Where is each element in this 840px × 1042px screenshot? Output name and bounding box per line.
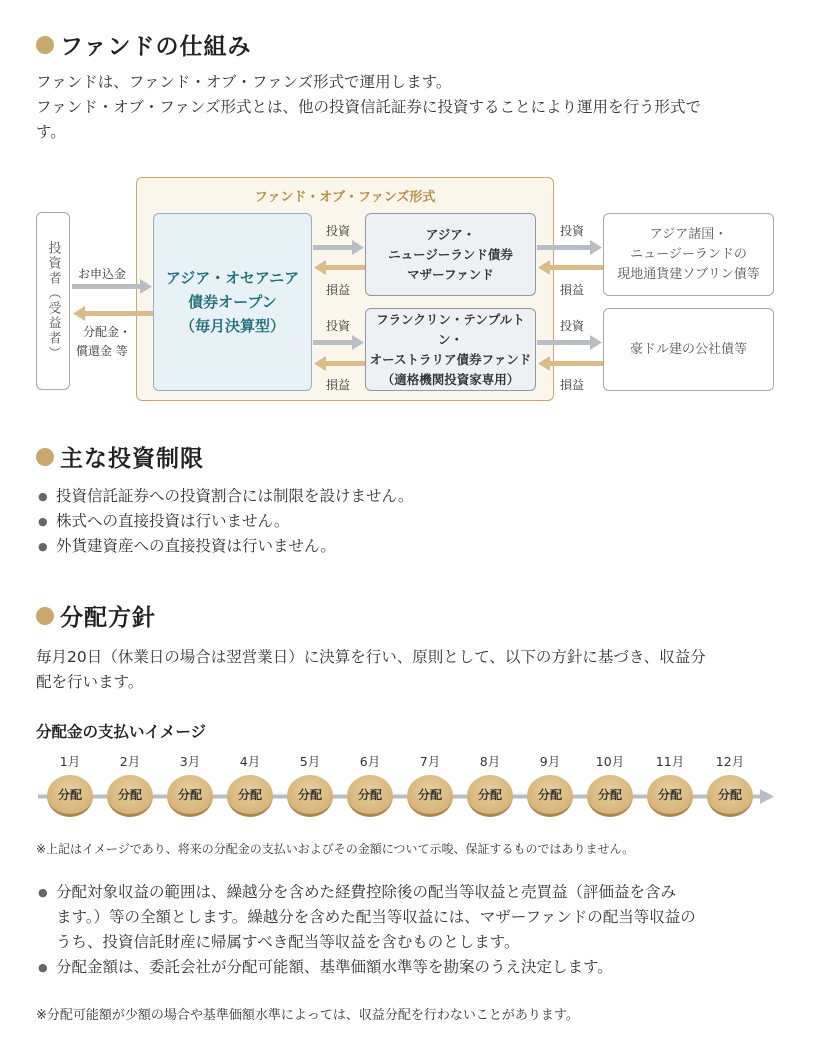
description-line: 毎月20日（休業日の場合は翌営業日）に決算を行い、原則として、以下の方針に基づき、収益分: [36, 648, 706, 666]
month-label: 10月: [595, 754, 625, 769]
list-item: [36, 880, 806, 955]
description-line: ファンド・オブ・ファンズ形式とは、他の投資信託証券に投資することにより運用を行う形式で: [36, 98, 701, 116]
month-label: 9月: [539, 754, 561, 769]
arrow-invest-mother-2: [313, 335, 364, 350]
arrow-return-target-2: [538, 356, 603, 371]
invest-label: 投資: [326, 224, 351, 238]
arrow-payout: [73, 306, 153, 321]
list-item-line: ● 分配対象収益の範囲は、繰越分を含めた経費控除後の配当等収益と売買益（評価益を含み: [56, 883, 677, 901]
month-label: 11月: [655, 754, 685, 769]
section-title-text: ファンドの仕組み: [60, 34, 252, 60]
distribution-policy-list: [36, 880, 806, 980]
arrow-return-target-1: [538, 260, 603, 275]
return-label: 損益: [560, 378, 585, 392]
footnote: ※分配可能額が少額の場合や基準価額水準によっては、収益分配を行わないことがあります。: [36, 1008, 579, 1023]
distribution-coin: 分配: [47, 775, 93, 817]
section-title-text: 主な投資制限: [60, 446, 204, 472]
invest-label: 投資: [560, 224, 585, 238]
frame-title: ファンド・オブ・ファンズ形式: [254, 190, 436, 205]
distribution-coin: 分配: [107, 775, 153, 817]
distribution-coin: 分配: [407, 775, 453, 817]
month-label: 12月: [715, 754, 745, 769]
distribution-coin: 分配: [467, 775, 513, 817]
timeline-note: ※上記はイメージであり、将来の分配金の支払いおよびその金額について示唆、保証するものではありません。: [36, 842, 635, 856]
arrow-invest-target-2: [537, 335, 602, 350]
list-item: ● 株式への直接投資は行いません。: [36, 509, 806, 534]
section-title-investment-limits: [36, 440, 204, 473]
target-asset-2-label: 豪ドル建の公社債等: [629, 341, 747, 357]
distribution-coin: 分配: [347, 775, 393, 817]
section-title-text: 分配方針: [60, 605, 156, 631]
arrow-invest-target-1: [537, 240, 602, 255]
distribution-coin: 分配: [707, 775, 753, 817]
payout-label-line1: 分配金・: [83, 325, 132, 339]
arrow-return-mother-2: [314, 356, 365, 371]
month-label: 2月: [119, 754, 141, 769]
distribution-coin: 分配: [527, 775, 573, 817]
mother-fund-2-note: （適格機関投資家専用）: [381, 371, 520, 387]
list-item-line: うち、投資信託財産に帰属すべき配当等収益を含むものとします。: [56, 933, 520, 951]
arrow-return-mother-1: [314, 260, 365, 275]
list-item: [36, 955, 806, 980]
return-label: 損益: [326, 283, 351, 297]
section-title-distribution-policy: [36, 599, 156, 632]
mother-fund-2-label: フランクリン・テンプルトン・ オーストラリア債券ファンド: [369, 311, 532, 367]
description-line: す。: [36, 123, 66, 141]
month-label: 4月: [239, 754, 261, 769]
return-label: 損益: [326, 378, 351, 392]
payment-image-title: 分配金の支払いイメージ: [36, 723, 207, 741]
distribution-policy-description: [36, 645, 796, 695]
return-label: 損益: [560, 283, 585, 297]
month-label: 6月: [359, 754, 381, 769]
invest-label: 投資: [560, 319, 585, 333]
month-label: 5月: [299, 754, 321, 769]
list-item: ● 投資信託証券への投資割合には制限を設けません。: [36, 484, 806, 509]
distribution-coin: 分配: [587, 775, 633, 817]
distribution-coin: 分配: [287, 775, 333, 817]
invest-label: 投資: [326, 319, 351, 333]
distribution-coin: 分配: [647, 775, 693, 817]
mother-fund-1-label: アジア・ ニュージーランド債券 マザーファンド: [388, 226, 513, 282]
month-label: 8月: [479, 754, 501, 769]
subscription-label: お申込金: [78, 267, 127, 281]
target-asset-1-label: アジア諸国・ ニュージーランドの 現地通貨建ソブリン債等: [617, 226, 760, 282]
month-label: 3月: [179, 754, 201, 769]
payout-label-line2: 償還金 等: [76, 344, 128, 358]
investment-limits-list: [36, 484, 806, 559]
month-label: 1月: [59, 754, 81, 769]
description-line: ファンドは、ファンド・オブ・ファンズ形式で運用します。: [36, 73, 452, 91]
distribution-coin: 分配: [167, 775, 213, 817]
bullet-dot-icon: [36, 607, 54, 625]
list-item: ● 外貨建資産への直接投資は行いません。: [36, 534, 806, 559]
list-item-line: ます。）等の全額とします。繰越分を含めた配当等収益には、マザーファンドの配当等収益の: [56, 908, 696, 926]
description-line: 配を行います。: [36, 673, 144, 691]
bullet-dot-icon: [36, 448, 54, 466]
investor-label: 投資者（受益者）: [45, 241, 61, 361]
main-fund-label: アジア・オセアニア 債券オープン （毎月決算型）: [165, 269, 300, 335]
arrow-invest-mother-1: [313, 240, 364, 255]
list-item-line: ● 分配金額は、委託会社が分配可能額、基準価額水準等を勘案のうえ決定します。: [56, 958, 613, 976]
month-label: 7月: [419, 754, 441, 769]
distribution-coin: 分配: [227, 775, 273, 817]
